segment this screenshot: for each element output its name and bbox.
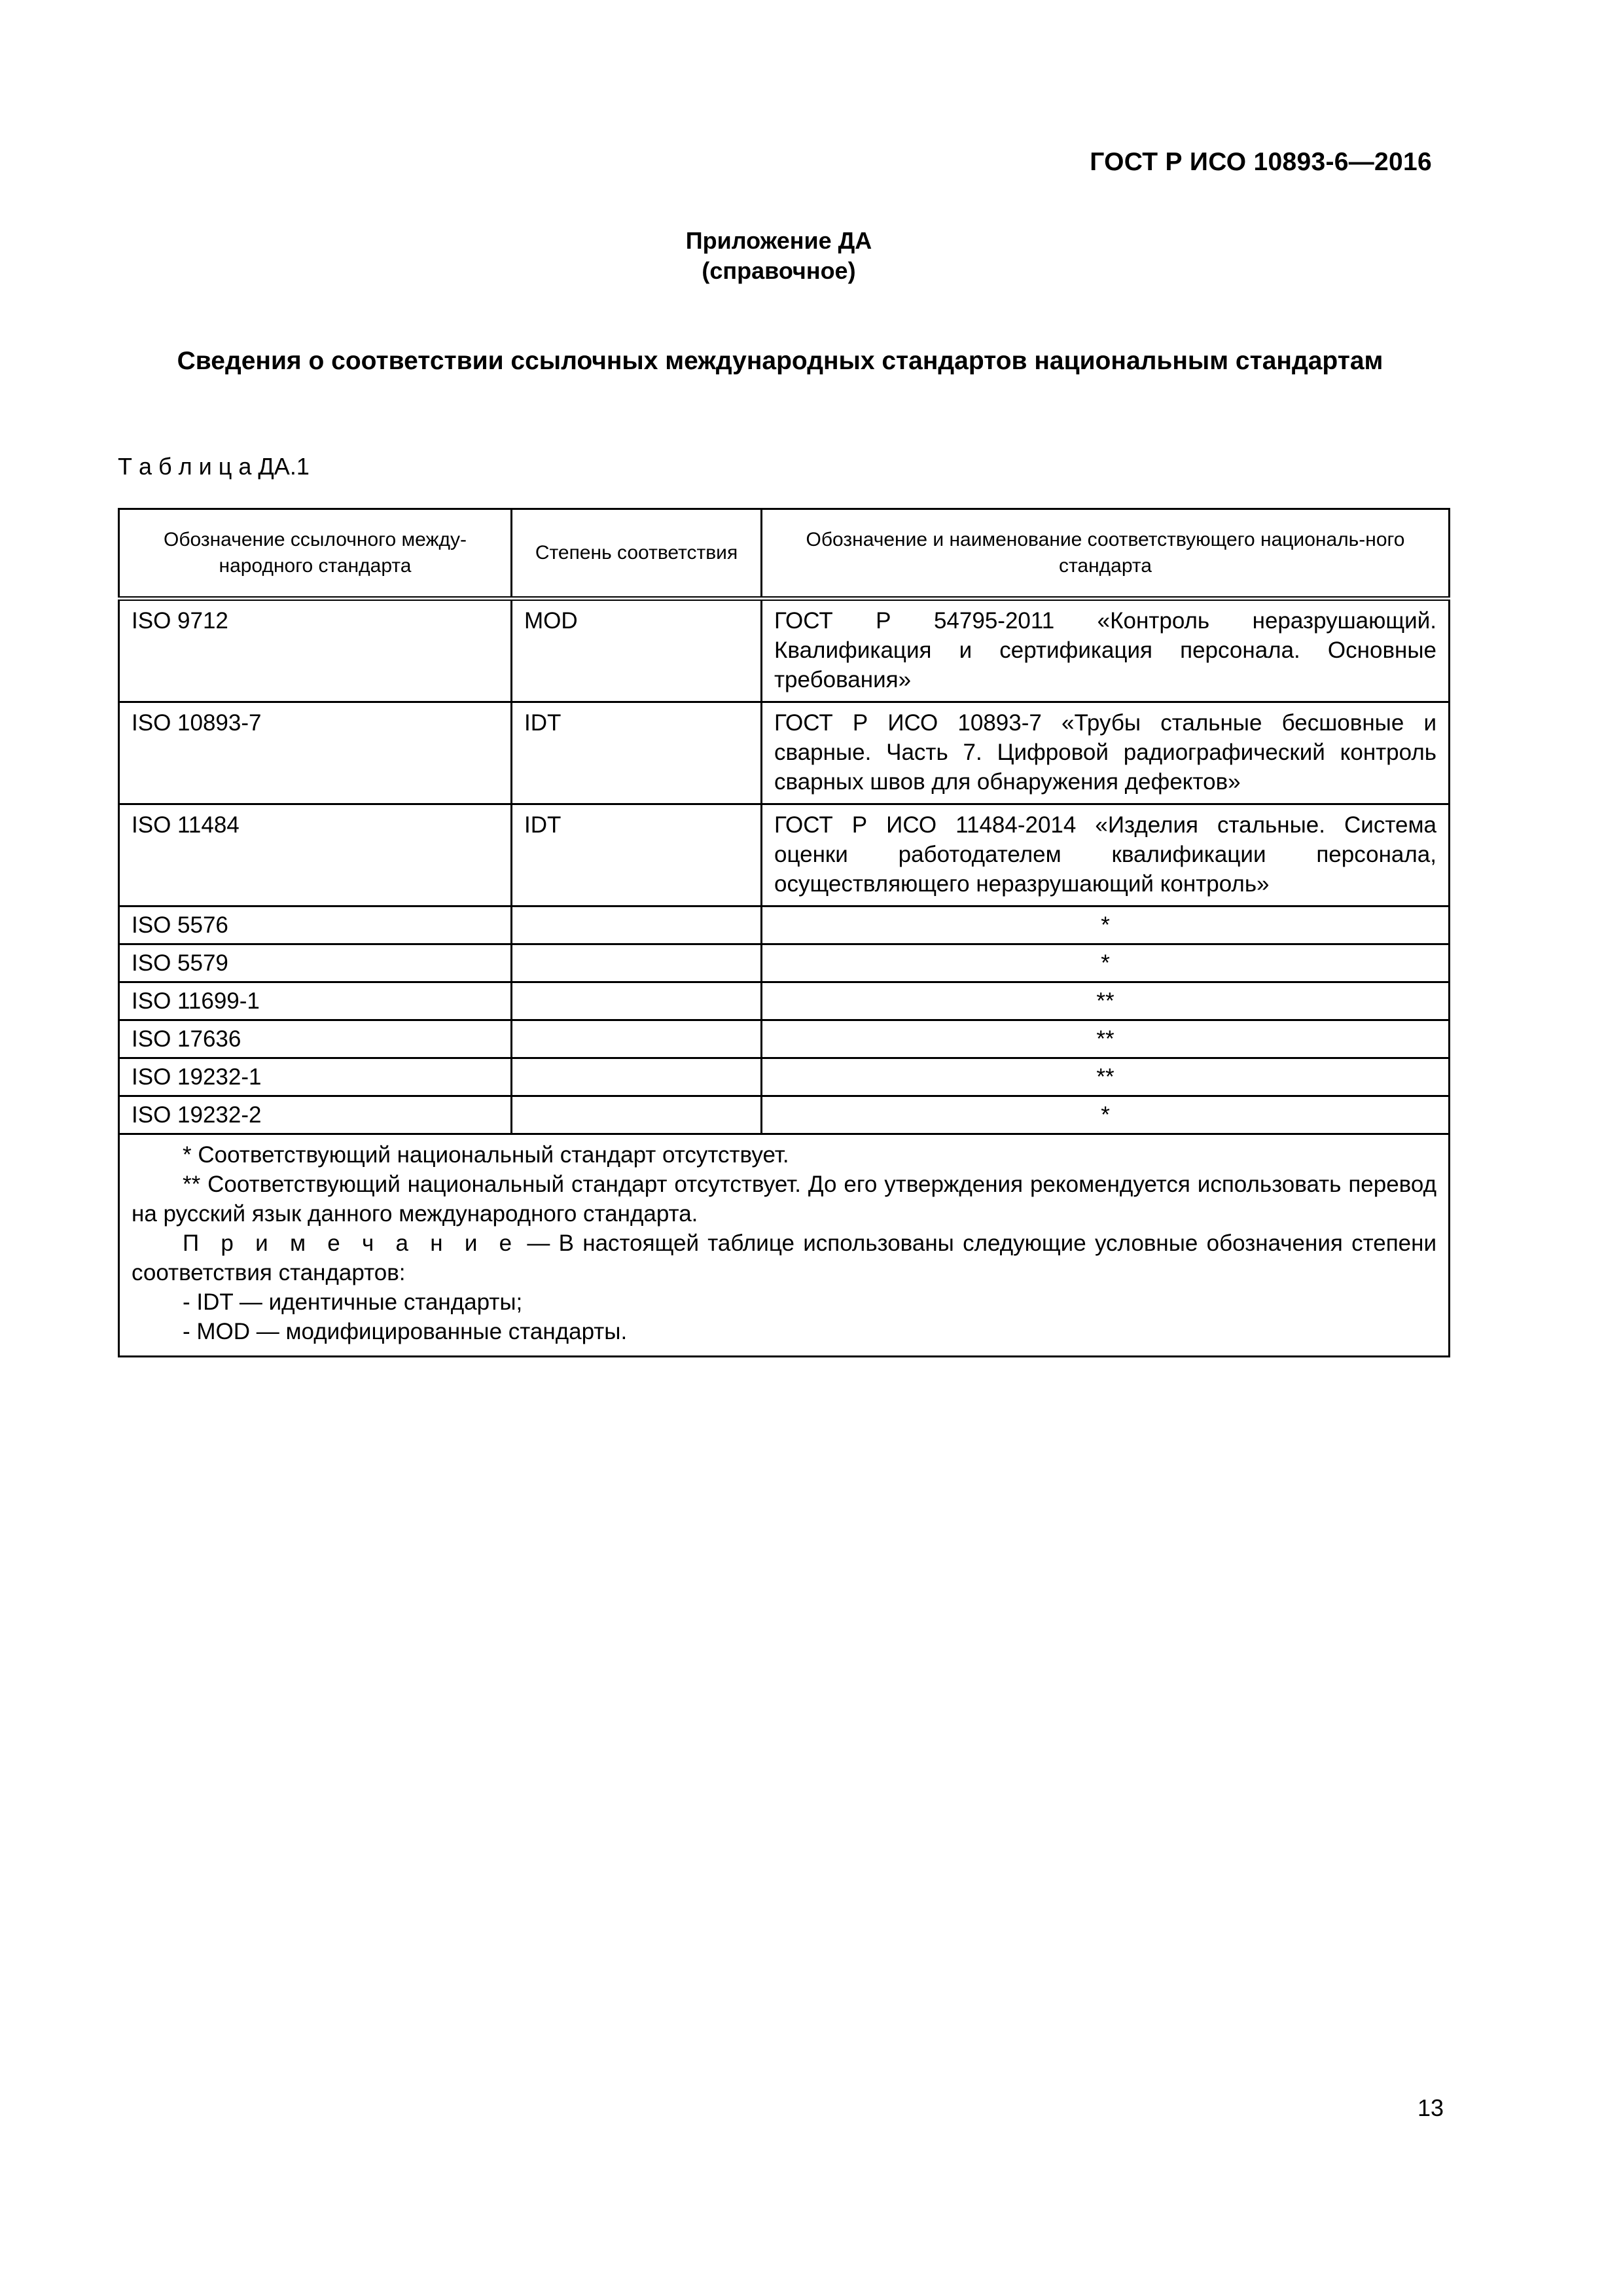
cell-reference: ISO 5579 xyxy=(119,944,512,982)
cell-degree xyxy=(512,1058,762,1096)
table-caption-id: ДА.1 xyxy=(258,453,310,480)
cell-national: * xyxy=(762,944,1450,982)
cell-reference: ISO 9712 xyxy=(119,599,512,702)
standards-table xyxy=(118,508,1450,1357)
cell-national: ** xyxy=(762,982,1450,1020)
cell-reference: ISO 17636 xyxy=(119,1020,512,1058)
cell-reference: ISO 19232-2 xyxy=(119,1096,512,1134)
note-single-star: * Соответствующий национальный стандарт отсутствует. xyxy=(183,1142,789,1168)
cell-degree xyxy=(512,982,762,1020)
table-notes xyxy=(119,1134,1450,1357)
cell-degree: IDT xyxy=(512,804,762,906)
cell-degree xyxy=(512,1096,762,1134)
table-row xyxy=(119,1058,1450,1096)
cell-reference: ISO 11699-1 xyxy=(119,982,512,1020)
document-code: ГОСТ Р ИСО 10893-6—2016 xyxy=(1090,148,1432,176)
note-legend xyxy=(132,1229,1436,1287)
cell-national: ГОСТ Р 54795-2011 «Контроль неразрушающий. Квалификация и сертификация персонала. Основные требования» xyxy=(762,599,1450,702)
header-national-standard: Обозначение и наименование соответствующего националь-ного стандарта xyxy=(762,509,1450,599)
annex-title: Приложение ДА xyxy=(685,227,872,254)
table-row xyxy=(119,599,1450,702)
cell-degree xyxy=(512,1020,762,1058)
header-reference-standard: Обозначение ссылочного междy-народного стандарта xyxy=(119,509,512,599)
table-row xyxy=(119,944,1450,982)
cell-national: ГОСТ Р ИСО 10893-7 «Трубы стальные бесшовные и сварные. Часть 7. Цифровой радиографический контроль сварных швов для обнаружения дефектов» xyxy=(762,702,1450,804)
cell-national: * xyxy=(762,906,1450,944)
note-text: — В настоящей таблице использованы следующие условные обозначения степени соответствия стандартов: xyxy=(132,1230,1436,1285)
header-degree: Степень соответствия xyxy=(512,509,762,599)
cell-national: * xyxy=(762,1096,1450,1134)
table-row xyxy=(119,1096,1450,1134)
table-row xyxy=(119,906,1450,944)
note-idt: - IDT — идентичные стандарты; xyxy=(183,1289,523,1315)
cell-reference: ISO 19232-1 xyxy=(119,1058,512,1096)
page-number: 13 xyxy=(1417,2094,1444,2121)
table-row xyxy=(119,982,1450,1020)
note-mod: - MOD — модифицированные стандарты. xyxy=(183,1319,628,1344)
cell-degree: MOD xyxy=(512,599,762,702)
table-row xyxy=(119,702,1450,804)
cell-national: ** xyxy=(762,1020,1450,1058)
cell-degree: IDT xyxy=(512,702,762,804)
cell-national: ГОСТ Р ИСО 11484-2014 «Изделия стальные. Система оценки работодателем квалификации персонала, осуществляющего неразрушающий контроль» xyxy=(762,804,1450,906)
note-double-star: ** Соответствующий национальный стандарт отсутствует. До его утверждения рекомендуется использовать перевод на русский язык данного международного стандарта. xyxy=(132,1172,1436,1227)
section-title: Сведения о соответствии ссылочных международных стандартов национальным стандартам xyxy=(177,347,1383,375)
cell-degree xyxy=(512,944,762,982)
table-row xyxy=(119,1020,1450,1058)
cell-reference: ISO 5576 xyxy=(119,906,512,944)
table-row xyxy=(119,804,1450,906)
annex-heading xyxy=(0,226,1558,286)
cell-reference: ISO 11484 xyxy=(119,804,512,906)
table-notes-row xyxy=(119,1134,1450,1357)
table-caption xyxy=(118,453,310,480)
annex-subtitle: (справочное) xyxy=(702,257,856,284)
table-caption-prefix: Т а б л и ц а xyxy=(118,453,252,480)
table-header-row xyxy=(119,509,1450,599)
cell-degree xyxy=(512,906,762,944)
note-label: П р и м е ч а н и е xyxy=(183,1230,519,1256)
cell-reference: ISO 10893-7 xyxy=(119,702,512,804)
cell-national: ** xyxy=(762,1058,1450,1096)
